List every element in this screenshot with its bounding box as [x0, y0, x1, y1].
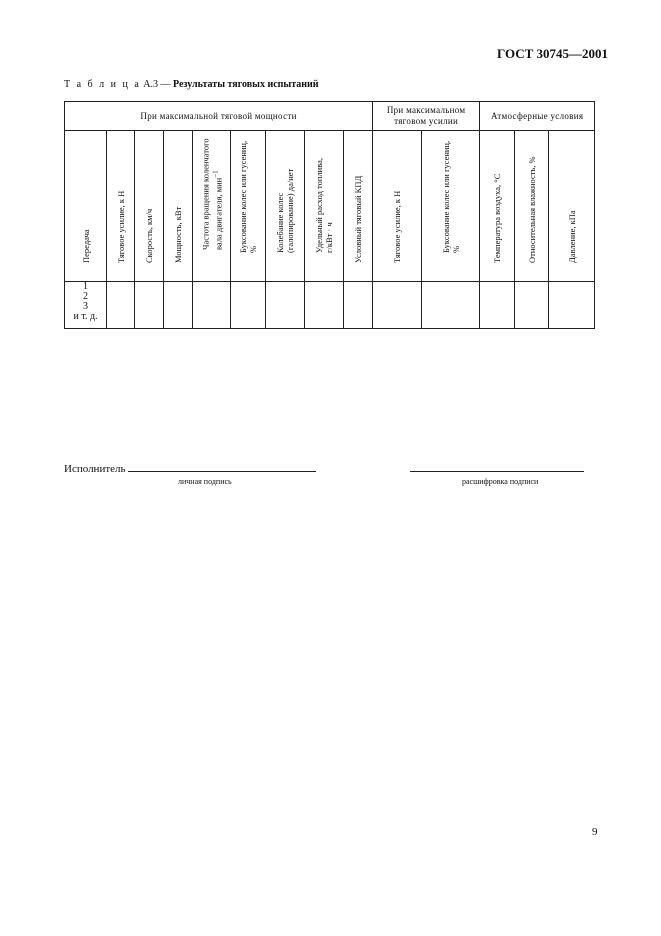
col-pressure-label: Давление, кПа: [566, 210, 577, 263]
table-cell: [422, 282, 480, 329]
table-caption: [64, 79, 319, 90]
col-power-label: Мощность, кВт: [173, 206, 183, 263]
col-gear: [65, 131, 107, 282]
gear-cell: [65, 282, 107, 329]
table-cell: [480, 282, 515, 329]
col-oscillation: [266, 131, 305, 282]
table-cell: [135, 282, 164, 329]
col-air-temperature: [480, 131, 515, 282]
group-max-power: При максимальной тяговой мощности: [65, 102, 373, 131]
col-efficiency: [344, 131, 373, 282]
col-rpm-line2: вала двигателя, мин: [212, 177, 223, 251]
table-row: [65, 282, 595, 329]
col-humidity: [515, 131, 549, 282]
col-rpm-line1: Частота вращения коленчатого: [200, 138, 211, 251]
col-slip-2: [422, 131, 480, 282]
col-rpm-sup: −1: [211, 170, 220, 178]
table-cell: [515, 282, 549, 329]
col-slip-label: [238, 141, 258, 253]
col-efficiency-label: Условный тяговый КПД: [353, 175, 364, 263]
table-cell: [344, 282, 373, 329]
standard-header: ГОСТ 30745—2001: [497, 46, 609, 61]
col-slip-line1: Буксование колес или гусениц,: [238, 140, 248, 253]
personal-signature-caption: личная подпись: [178, 477, 232, 486]
col-fuel-consumption-label: [314, 158, 334, 253]
table-cell: [305, 282, 344, 329]
group-atmospheric: Атмосферные условия: [480, 102, 595, 131]
group-header-row: [65, 102, 595, 131]
col-speed-label: Скорость, км/ч: [144, 208, 154, 263]
col-gear-label: Передача: [80, 229, 91, 263]
table-cell: [164, 282, 193, 329]
decoding-line: [410, 461, 584, 472]
col-oscillation-line2: (галопирование) да/нет: [285, 168, 295, 253]
table-cell: [549, 282, 595, 329]
col-traction-force: [107, 131, 135, 282]
table-caption-label: Т а б л и ц а: [64, 79, 141, 90]
executor-signature: [64, 461, 316, 475]
table-caption-title: Результаты тяговых испытаний: [173, 79, 319, 90]
table-cell: [107, 282, 135, 329]
col-traction-force-2-label: Тяговое усилие, к Н: [392, 190, 403, 263]
table-cell: [231, 282, 266, 329]
col-oscillation-label: [275, 169, 295, 253]
row-number: 2: [83, 291, 88, 302]
col-slip: [231, 131, 266, 282]
col-power: [164, 131, 193, 282]
row-number-etc: и т. д.: [73, 311, 98, 322]
table-caption-number: А.3 —: [143, 79, 171, 90]
col-speed: [135, 131, 164, 282]
col-fuel-consumption: [305, 131, 344, 282]
group-max-force: При максимальном тяговом усилии: [373, 102, 480, 131]
col-air-temperature-label: Температура воздуха, °С: [492, 173, 503, 263]
col-fuel-line2: г/кВт · ч: [324, 222, 334, 253]
col-rpm: [193, 131, 231, 282]
col-oscillation-line1: Колебание колес: [275, 192, 285, 253]
col-traction-force-2: [373, 131, 422, 282]
page-number: 9: [592, 826, 598, 838]
col-traction-force-label: Тяговое усилие, к Н: [115, 190, 126, 263]
column-header-row: [65, 131, 595, 282]
col-humidity-label: Относительная влажность, %: [526, 156, 537, 263]
col-slip-2-line1: Буксование колес или гусениц,: [440, 140, 451, 253]
row-number: 1: [83, 281, 88, 292]
executor-label: Исполнитель: [64, 463, 126, 475]
table-cell: [266, 282, 305, 329]
row-number: 3: [83, 301, 88, 312]
col-slip-2-line2: %: [450, 245, 461, 253]
table-cell: [193, 282, 231, 329]
signature-decoding-caption: расшифровка подписи: [462, 477, 539, 486]
col-rpm-label: [200, 139, 223, 251]
col-pressure: [549, 131, 595, 282]
table-cell: [373, 282, 422, 329]
col-fuel-line1: Удельный расход топлива,: [314, 157, 324, 253]
col-slip-line2: %: [248, 245, 258, 253]
results-table: [64, 101, 595, 329]
col-slip-2-label: [441, 141, 461, 253]
name-decoding-field: [410, 461, 584, 475]
signature-line: [128, 461, 316, 472]
